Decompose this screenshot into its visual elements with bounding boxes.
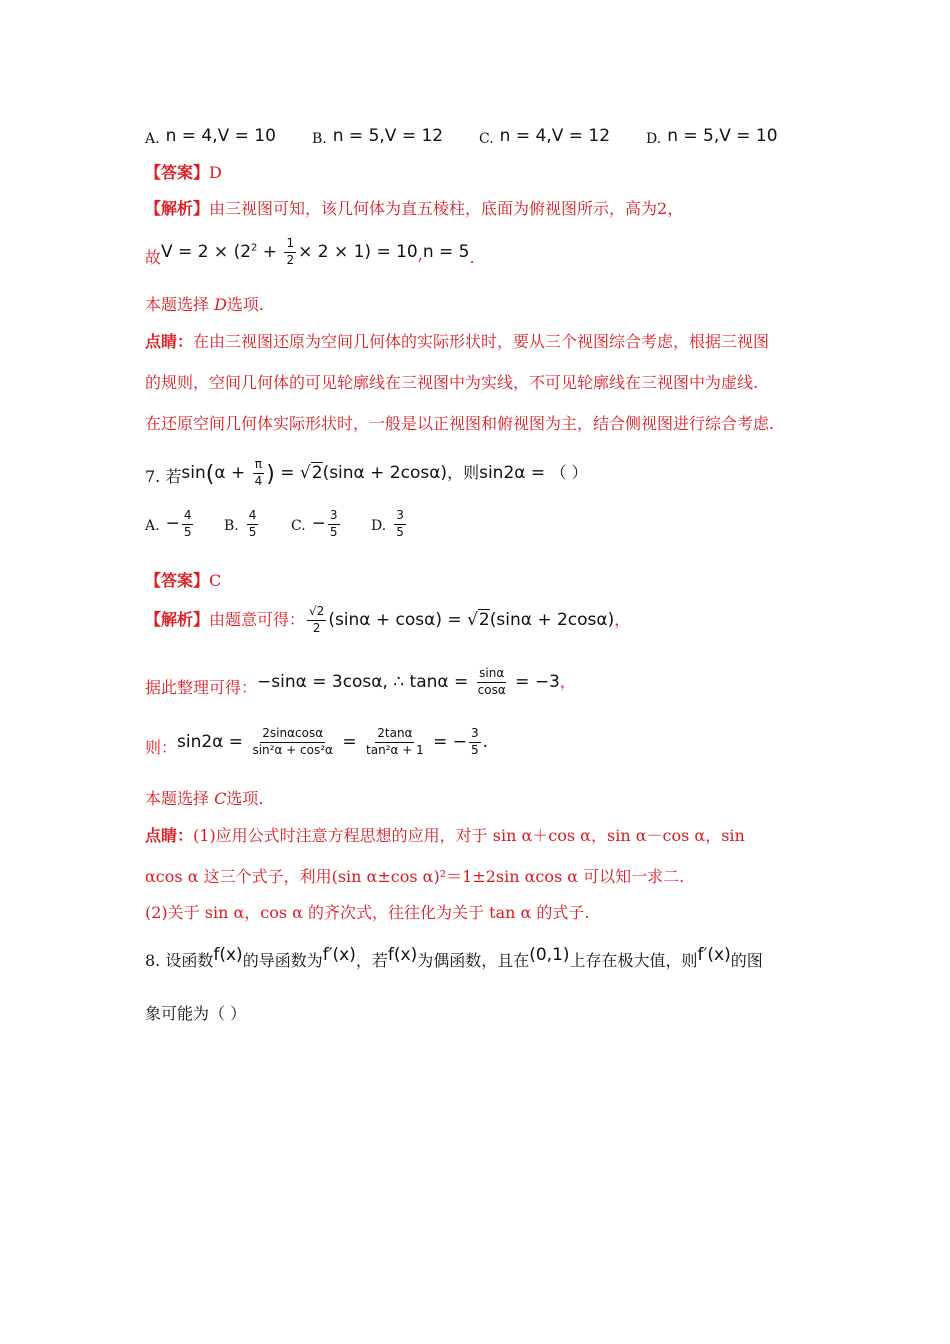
q7-tip-line3: (2)关于 sin α，cos α 的齐次式，往往化为关于 tan α 的式子. — [145, 903, 590, 922]
q6-option-b-value: n = 5,V = 12 — [332, 126, 444, 146]
q7-option-d: D. $\frac{3}{5}$ — [371, 508, 404, 539]
q6-formula: 故$V = 2 \times (2^2$ + $\frac{1}{2}$ × 2 × 1) = 10,n = 5. — [145, 236, 475, 267]
q6-tip-line2: 的规则，空间几何体的可见轮廓线在三视图中为实线，不可见轮廓线在三视图中为虚线. — [145, 373, 759, 392]
q6-option-c-value: n = 4,V = 12 — [499, 126, 611, 146]
q7-tan-fraction: $\frac{\sin\alpha}{\cos\alpha}$ — [477, 666, 506, 697]
q6-option-d: D. n = 5,V = 10 — [646, 126, 778, 147]
q7-analysis: 【解析】由题意可得： $\frac{√2}{2}$ (sinα + cosα) = √2(sinα + 2cosα)， — [145, 604, 631, 635]
q6-option-a: A. n = 4,V = 10 — [145, 126, 276, 147]
q6-option-d-value: n = 5,V = 10 — [667, 126, 778, 146]
q6-tip-line3: 在还原空间几何体实际形状时，一般是以正视图和俯视图为主，结合侧视图进行综合考虑. — [145, 414, 775, 433]
q8-stem: 8. 设函数f(x)的导函数为f′(x)，若f(x)为偶函数，且在(0,1)上存在极大值，则f′(x)的图 — [145, 945, 763, 970]
q7-step3: 则：sin2α = $\frac{2\sin\alpha\cos\alpha}{\text{sin²α + cos²α}}$ = $\frac{2\tan\alpha}{\text{tan²α + 1}}$ = − $\frac{3}{5}$ . — [145, 726, 489, 757]
q6-choose: 本题选择 D选项. — [145, 295, 265, 314]
q7-tip-line2: αcos α 这三个式子，利用(sin α±cos α)²＝1±2sin αcos α 可以知一求二. — [145, 867, 685, 886]
q6-answer: 【答案】D — [145, 163, 222, 182]
q7-choose: 本题选择 C选项. — [145, 789, 264, 808]
q6-option-a-value: n = 4,V = 10 — [165, 126, 276, 146]
q7-answer: 【答案】C — [145, 571, 222, 590]
q7-option-c: C. − $\frac{3}{5}$ — [291, 508, 338, 539]
q7-root2-over-2: $\frac{√2}{2}$ — [309, 604, 325, 635]
q6-tip: 点睛：在由三视图还原为空间几何体的实际形状时，要从三个视图综合考虑，根据三视图 — [145, 332, 770, 351]
q7-option-b: B. $\frac{4}{5}$ — [224, 508, 257, 539]
q7-step2: 据此整理可得：−sinα = 3cosα, ∴ tanα = $\frac{\sin\alpha}{\cos\alpha}$ = −3， — [145, 666, 576, 697]
q7-option-a: A. − $\frac{4}{5}$ — [145, 508, 192, 539]
q6-analysis: 【解析】由三视图可知，该几何体为直五棱柱，底面为俯视图所示，高为2， — [145, 199, 684, 218]
q6-half-fraction: $\frac{1}{2}$ — [286, 236, 295, 267]
q7-pi-over-4: $\frac{\pi}{4}$ — [254, 457, 263, 488]
q7-tip: 点睛：(1)应用公式时注意方程思想的应用，对于 sin α＋cos α，sin α－cos α，sin — [145, 826, 745, 845]
q6-option-b: B. n = 5,V = 12 — [312, 126, 444, 147]
q6-option-c: C. n = 4,V = 12 — [479, 126, 611, 147]
q8-stem-line2: 象可能为（ ） — [145, 1004, 247, 1023]
q7-stem: 7. 若sin(α + $\frac{\pi}{4}$ ) = √2(sinα + 2cosα)，则sin2α = （ ） — [145, 457, 588, 488]
